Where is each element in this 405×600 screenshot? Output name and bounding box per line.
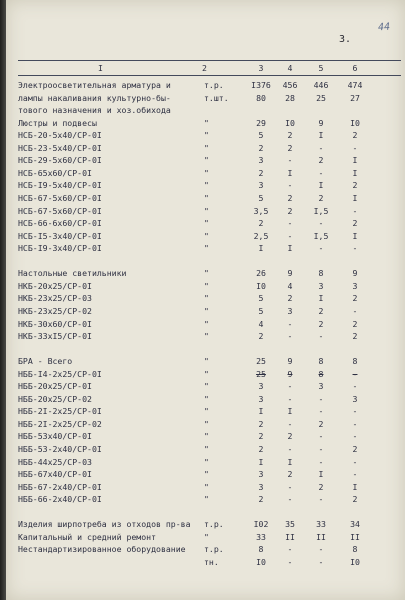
- column-header-5: 5: [318, 63, 324, 73]
- row-unit: т.шт.: [204, 92, 229, 103]
- row-name: лампы накаливания культурно-бы-: [18, 92, 171, 103]
- row-value-col4: 2: [287, 205, 293, 216]
- row-value-col6: -: [352, 142, 358, 153]
- row-value-col3: I: [258, 406, 264, 417]
- table-row: [6, 381, 405, 393]
- row-value-col4: -: [287, 331, 293, 341]
- row-name: НББ-53-2х40/СР-0I: [18, 444, 102, 454]
- row-unit: ": [204, 406, 209, 417]
- row-name: Электроосветительная арматура и: [18, 80, 171, 90]
- row-value-col5: 9: [318, 117, 324, 128]
- row-value-col4: -: [287, 444, 293, 454]
- row-name: НББ-66-2х40/СР-0I: [18, 494, 102, 505]
- row-name: НСБ-29-5х60/СР-0I: [18, 155, 102, 166]
- row-value-col6: -: [352, 469, 358, 480]
- row-value-col5: -: [318, 142, 324, 153]
- table-row: [6, 344, 405, 356]
- row-value-col6: I: [352, 230, 358, 241]
- table-row: [6, 231, 405, 243]
- row-value-col3: 3: [258, 393, 264, 404]
- table-row: [6, 532, 405, 544]
- row-value-col6: 2: [352, 331, 358, 341]
- row-value-col5: 33: [316, 519, 326, 530]
- row-name: НСБ-67-5х60/СР-0I: [18, 205, 102, 216]
- row-unit: ": [204, 356, 209, 367]
- row-value-col6: I: [352, 192, 358, 203]
- row-value-col5: -: [318, 167, 324, 178]
- row-value-col6: 2: [352, 494, 358, 505]
- table-row: [6, 293, 405, 305]
- row-value-col3: 3: [258, 155, 264, 166]
- row-value-col6: I: [352, 481, 358, 492]
- row-value-col6: -: [352, 431, 358, 442]
- page-number: 3.: [339, 34, 352, 45]
- row-value-col4: 35: [285, 519, 295, 530]
- row-value-col3: 2,5: [253, 230, 269, 241]
- column-header-1: I: [98, 63, 103, 73]
- row-value-col4: -: [287, 318, 293, 329]
- row-value-col4: 2: [287, 293, 293, 304]
- row-unit: ": [204, 167, 209, 178]
- row-value-col4: I: [287, 456, 293, 467]
- table-row: [6, 544, 405, 556]
- row-value-col4: 28: [285, 92, 295, 103]
- row-unit: ": [204, 368, 209, 379]
- row-name: НСБ-66-6х60/СР-0I: [18, 218, 102, 229]
- row-unit: ": [204, 180, 209, 191]
- table-row: [6, 180, 405, 192]
- table-row: [6, 507, 405, 519]
- row-value-col6: 34: [350, 519, 360, 530]
- row-unit: ": [204, 280, 209, 291]
- row-value-col3: 8: [258, 544, 264, 555]
- row-value-col5: 2: [318, 418, 324, 429]
- row-value-col6: -: [352, 406, 358, 417]
- row-value-col3: 29: [256, 117, 266, 128]
- row-value-col3: I0: [256, 556, 266, 567]
- table-row: [6, 482, 405, 494]
- row-value-col4: I: [287, 243, 293, 254]
- row-value-col6: 2: [352, 293, 358, 304]
- row-unit: ": [204, 494, 209, 505]
- row-unit: ": [204, 205, 209, 216]
- table-row: [6, 356, 405, 368]
- row-value-col5: -: [318, 243, 324, 254]
- row-value-col3: 3,5: [253, 205, 269, 216]
- row-unit: ": [204, 192, 209, 203]
- row-unit: ": [204, 305, 209, 316]
- row-unit: ": [204, 218, 209, 229]
- row-value-col4: -: [287, 494, 293, 505]
- table-row: [6, 394, 405, 406]
- row-value-col4: 2: [287, 130, 293, 141]
- row-name: Капитальный и средний ремонт: [18, 531, 157, 542]
- row-value-col6: 3: [352, 280, 358, 291]
- table-row: [6, 431, 405, 443]
- table-row: [6, 130, 405, 142]
- row-value-col6: 27: [350, 92, 360, 103]
- table-row: [6, 93, 405, 105]
- row-name: НББ-67-2х40/СР-0I: [18, 481, 102, 492]
- row-value-col5: I,5: [313, 230, 329, 241]
- table-row: [6, 457, 405, 469]
- table-row: [6, 268, 405, 280]
- row-value-col5: -: [318, 556, 324, 567]
- row-value-col4: 2: [287, 469, 293, 480]
- row-value-col5: 2: [318, 192, 324, 203]
- row-value-col4: 9: [287, 356, 293, 367]
- row-name: Люстры и подвесы: [18, 117, 97, 128]
- table-header-rule: [18, 75, 401, 76]
- row-value-col6: I0: [350, 556, 360, 567]
- row-value-col4: 2: [287, 431, 293, 442]
- table-row: [6, 519, 405, 531]
- row-value-col6: 2: [352, 218, 358, 229]
- row-value-col5: 2: [318, 318, 324, 329]
- table-row: [6, 419, 405, 431]
- row-value-col4: 456: [282, 80, 298, 90]
- row-value-col5: 3: [318, 280, 324, 291]
- row-unit: ": [204, 444, 209, 454]
- row-unit: ": [204, 531, 209, 542]
- row-value-col5: -: [318, 494, 324, 505]
- row-value-col3: I0: [256, 280, 266, 291]
- row-name: НКБ-20х25/СР-0I: [18, 280, 92, 291]
- row-value-col5: 3: [318, 381, 324, 392]
- row-value-col4: -: [287, 418, 293, 429]
- row-value-col6: -: [352, 456, 358, 467]
- row-value-col5: 25: [316, 92, 326, 103]
- row-value-col5: -: [318, 393, 324, 404]
- row-value-col4: I0: [285, 117, 295, 128]
- row-value-col3: 3: [258, 180, 264, 191]
- row-value-col5: -: [318, 406, 324, 417]
- row-value-col5: -: [318, 331, 324, 341]
- table-row: [6, 193, 405, 205]
- row-value-col6: I: [352, 167, 358, 178]
- row-name: НББ-2I-2х25/СР-02: [18, 418, 102, 429]
- row-unit: ": [204, 155, 209, 166]
- row-value-col6: 2: [352, 180, 358, 191]
- row-value-col3: 2: [258, 167, 264, 178]
- table-row: [6, 469, 405, 481]
- row-value-col6: -: [352, 305, 358, 316]
- row-name: НКБ-23х25/СР-03: [18, 293, 92, 304]
- table-row: [6, 319, 405, 331]
- row-name: НББ-67х40/СР-0I: [18, 469, 92, 480]
- row-unit: ": [204, 381, 209, 392]
- row-value-col5: -: [318, 444, 324, 454]
- row-value-col5: I,5: [313, 205, 329, 216]
- row-value-col6: 2: [352, 318, 358, 329]
- row-name: Нестандартизированное оборудование: [18, 544, 186, 555]
- table-row: [6, 168, 405, 180]
- row-name: НСБ-67-5х60/СР-0I: [18, 192, 102, 203]
- row-value-col6: 474: [347, 80, 363, 90]
- row-value-col3: 33: [256, 531, 266, 542]
- row-value-col3: 5: [258, 130, 264, 141]
- table-row: [6, 218, 405, 230]
- row-value-col3: 2: [258, 444, 264, 454]
- table-row: [6, 306, 405, 318]
- row-name: НББ-53х40/СР-0I: [18, 431, 92, 442]
- row-value-col4: -: [287, 544, 293, 555]
- row-value-col3: 5: [258, 293, 264, 304]
- row-unit: ": [204, 243, 209, 254]
- row-value-col6: II: [350, 531, 360, 542]
- row-value-col4: -: [287, 155, 293, 166]
- row-name: НКБ-33хI5/СР-0I: [18, 331, 92, 341]
- row-value-col4: -: [287, 230, 293, 241]
- row-value-col3: 2: [258, 142, 264, 153]
- row-value-col5: 8: [318, 268, 324, 279]
- row-value-col3: I02: [253, 519, 269, 530]
- row-unit: ": [204, 418, 209, 429]
- row-value-col4: 9: [287, 268, 293, 279]
- row-unit: ": [204, 130, 209, 141]
- table-row: [6, 281, 405, 293]
- handwritten-sheet-number: 44: [377, 21, 391, 34]
- table-row: [6, 143, 405, 155]
- row-value-col4: I: [287, 406, 293, 417]
- row-value-col4: 4: [287, 280, 293, 291]
- table-row: [6, 557, 405, 569]
- table-row: [6, 206, 405, 218]
- row-unit: т.р.: [204, 544, 224, 555]
- row-name: НСБ-20-5х40/СР-0I: [18, 130, 102, 141]
- row-unit: ": [204, 469, 209, 480]
- table-row: [6, 444, 405, 456]
- row-value-col3: 2: [258, 494, 264, 505]
- row-name: НКБ-23х25/СР-02: [18, 305, 92, 316]
- row-value-col4: II: [285, 531, 295, 542]
- row-value-col3: I: [258, 243, 264, 254]
- table-row: [6, 331, 405, 343]
- row-value-col6: -: [352, 381, 358, 392]
- row-value-col6: 8: [352, 544, 358, 555]
- row-name: НКБ-30х60/СР-0I: [18, 318, 92, 329]
- table-row: [6, 369, 405, 381]
- row-name: тового назначения и хоз.обихода: [18, 105, 171, 116]
- table-row: [6, 118, 405, 130]
- row-value-col4: I: [287, 167, 293, 178]
- row-unit: ": [204, 456, 209, 467]
- row-value-col4: -: [287, 180, 293, 191]
- row-value-col3: 2: [258, 218, 264, 229]
- row-name: НСБ-23-5х40/СР-0I: [18, 142, 102, 153]
- row-name: НСБ-65х60/СР-0I: [18, 167, 92, 178]
- row-value-col5: 446: [313, 80, 329, 90]
- row-value-col3: 5: [258, 192, 264, 203]
- row-value-col3: 3: [258, 381, 264, 392]
- row-unit: ": [204, 230, 209, 241]
- row-value-col3: 2: [258, 418, 264, 429]
- row-value-col5: 2: [318, 305, 324, 316]
- table-row: [6, 406, 405, 418]
- row-value-col4: -: [287, 381, 293, 392]
- row-value-col3: 2: [258, 331, 264, 341]
- row-name: НББ-44х25/СР-03: [18, 456, 92, 467]
- row-unit: ": [204, 331, 209, 341]
- row-value-col5: I: [318, 469, 324, 480]
- column-header-4: 4: [287, 63, 293, 73]
- row-value-col6: I: [352, 155, 358, 166]
- row-value-col4: 9: [287, 368, 293, 379]
- row-name: БРА - Всего: [18, 356, 73, 367]
- row-value-col3: 3: [258, 469, 264, 480]
- row-unit: ": [204, 318, 209, 329]
- row-value-col3: 26: [256, 268, 266, 279]
- row-value-col6: 3: [352, 393, 358, 404]
- row-value-col5: II: [316, 531, 326, 542]
- row-value-col5: -: [318, 544, 324, 555]
- row-value-col5: -: [318, 218, 324, 229]
- table-row: [6, 155, 405, 167]
- row-value-col4: 2: [287, 142, 293, 153]
- table-row: [6, 80, 405, 92]
- row-value-col6: -: [352, 243, 358, 254]
- row-name: НББ-I4-2х25/СР-0I: [18, 368, 102, 379]
- column-header-2: 2: [202, 63, 207, 73]
- row-unit: ": [204, 393, 209, 404]
- row-name: Изделия ширпотреба из отходов пр-ва: [18, 519, 191, 530]
- row-unit: т.р.: [204, 519, 224, 530]
- row-value-col6: 2: [352, 444, 358, 454]
- table-row: [6, 243, 405, 255]
- row-name: НСБ-I5-3х40/СР-0I: [18, 230, 102, 241]
- row-value-col3: I376: [251, 80, 271, 90]
- row-value-col5: -: [318, 456, 324, 467]
- row-value-col5: -: [318, 431, 324, 442]
- row-value-col5: I: [318, 180, 324, 191]
- row-unit: ": [204, 142, 209, 153]
- column-header-row: [6, 63, 405, 75]
- row-value-col3: 25: [256, 368, 266, 379]
- row-value-col3: 3: [258, 481, 264, 492]
- row-unit: т.р.: [204, 80, 224, 90]
- row-value-col6: I0: [350, 117, 360, 128]
- row-name: Настольные светильники: [18, 268, 127, 279]
- row-name: НББ-20х25/СР-0I: [18, 381, 92, 392]
- row-name: НСБ-I9-5х40/СР-0I: [18, 180, 102, 191]
- row-name: НСБ-I9-3х40/СР-0I: [18, 243, 102, 254]
- row-value-col6: -: [352, 418, 358, 429]
- column-header-3: 3: [258, 63, 264, 73]
- row-value-col6: -: [352, 368, 358, 379]
- table-row: [6, 105, 405, 117]
- row-value-col3: 2: [258, 431, 264, 442]
- row-value-col3: 80: [256, 92, 266, 103]
- document-page: [6, 0, 405, 600]
- row-value-col5: I: [318, 130, 324, 141]
- row-value-col5: 2: [318, 155, 324, 166]
- row-value-col5: 2: [318, 481, 324, 492]
- row-unit: ": [204, 431, 209, 442]
- row-unit: ": [204, 268, 209, 279]
- row-value-col4: -: [287, 556, 293, 567]
- row-value-col5: 8: [318, 356, 324, 367]
- table-top-rule: [18, 60, 401, 61]
- row-value-col6: 2: [352, 130, 358, 141]
- row-unit: ": [204, 481, 209, 492]
- row-unit: ": [204, 117, 209, 128]
- row-value-col3: I: [258, 456, 264, 467]
- row-value-col3: 5: [258, 305, 264, 316]
- row-value-col4: -: [287, 393, 293, 404]
- row-value-col3: 4: [258, 318, 264, 329]
- row-name: НББ-2I-2х25/СР-0I: [18, 406, 102, 417]
- row-unit: ": [204, 293, 209, 304]
- row-value-col3: 25: [256, 356, 266, 367]
- row-value-col6: 9: [352, 268, 358, 279]
- column-header-6: 6: [352, 63, 358, 73]
- row-value-col4: -: [287, 218, 293, 229]
- row-value-col5: 8: [318, 368, 324, 379]
- row-value-col6: -: [352, 205, 358, 216]
- row-name: НББ-20х25/СР-02: [18, 393, 92, 404]
- row-value-col4: 2: [287, 192, 293, 203]
- row-unit: тн.: [204, 556, 219, 567]
- table-row: [6, 256, 405, 268]
- table-row: [6, 494, 405, 506]
- row-value-col5: I: [318, 293, 324, 304]
- row-value-col4: -: [287, 481, 293, 492]
- row-value-col6: 8: [352, 356, 358, 367]
- row-value-col4: 3: [287, 305, 293, 316]
